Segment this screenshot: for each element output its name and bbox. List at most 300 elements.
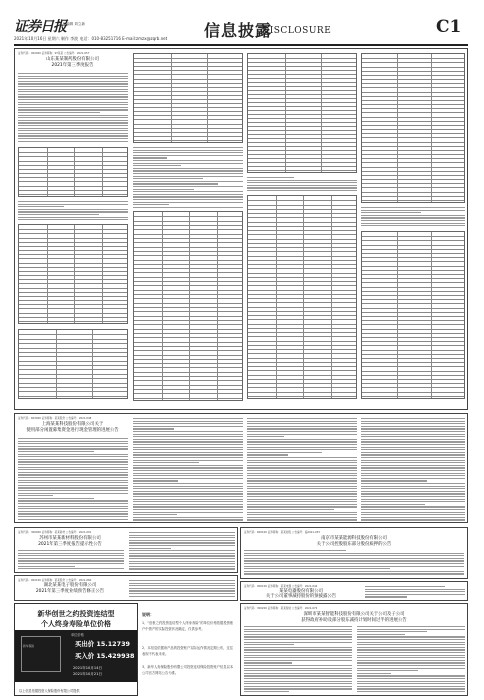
text-line — [133, 163, 243, 164]
text-line — [18, 472, 128, 473]
text-line — [361, 431, 465, 432]
text-line — [361, 488, 465, 489]
table-column-rule — [397, 232, 398, 398]
text-line — [18, 495, 53, 496]
table-row-rule — [248, 315, 356, 316]
text-line — [133, 491, 243, 492]
table-column-rule — [74, 225, 75, 323]
text-line — [244, 555, 464, 556]
text-line — [247, 436, 284, 437]
table-row-rule — [248, 70, 356, 71]
table-row-rule — [134, 380, 242, 381]
text-line — [18, 94, 128, 95]
table-row-rule — [248, 260, 356, 261]
text-line — [247, 493, 357, 494]
table-row-rule — [248, 290, 356, 291]
table-row-rule — [134, 115, 242, 116]
text-line — [133, 421, 243, 422]
text-line — [133, 501, 243, 502]
text-line — [133, 447, 243, 448]
text-line — [133, 157, 167, 158]
table-column-rule — [207, 54, 208, 142]
text-line — [244, 675, 352, 676]
text-line — [361, 215, 465, 216]
text-line — [361, 454, 465, 455]
text-line — [18, 204, 128, 205]
text-line — [244, 631, 352, 632]
text-line — [18, 503, 128, 504]
text-line — [133, 183, 218, 184]
ad-title: 新华创世之约投资连结型 — [37, 610, 115, 618]
table-row-rule — [134, 229, 242, 230]
table-row-rule — [362, 383, 464, 384]
text-line — [247, 460, 357, 461]
table-row-rule — [248, 58, 356, 59]
text-line — [247, 512, 357, 513]
table-row-rule — [134, 329, 242, 330]
table-row-rule — [248, 307, 356, 308]
table-row-rule — [248, 62, 356, 63]
text-line — [129, 588, 235, 589]
table-row-rule — [19, 343, 127, 344]
data-table — [18, 147, 128, 197]
table-row-rule — [134, 136, 242, 137]
text-line — [133, 191, 243, 192]
table-row-rule — [362, 121, 464, 122]
text-line — [244, 649, 352, 650]
text-line — [361, 509, 465, 510]
table-row-rule — [362, 104, 464, 105]
text-line — [18, 125, 128, 126]
text-line — [18, 209, 128, 210]
table-row-rule — [248, 98, 356, 99]
table-row-rule — [248, 66, 356, 67]
text-line — [129, 545, 235, 546]
table-row-rule — [248, 285, 356, 286]
sell-price-value: 15.429938 — [96, 652, 135, 660]
table-column-rule — [285, 54, 286, 172]
text-line — [133, 454, 243, 455]
text-line — [129, 585, 235, 586]
text-line — [247, 496, 357, 497]
notice-block — [14, 575, 238, 601]
text-line — [244, 668, 352, 669]
text-line — [361, 212, 421, 213]
ad-footer-text: 以上信息依据投资人保险股份有限公司提供 — [19, 689, 80, 693]
table-row-rule — [248, 90, 356, 91]
masthead-rule — [14, 44, 468, 46]
text-line — [18, 498, 94, 499]
table-row-rule — [19, 348, 127, 349]
notice-header: 证券代码：600100 证券简称：某某控股 公告编号：临2021-033 — [244, 531, 320, 534]
table-row-rule — [362, 270, 464, 271]
text-line — [361, 501, 465, 502]
text-line — [361, 517, 465, 518]
notice-title: 上海某某科技股份有限公司关于 — [41, 422, 104, 427]
text-line — [133, 504, 243, 505]
text-line — [133, 488, 243, 489]
text-line — [18, 446, 128, 447]
table-column-rule — [74, 148, 75, 196]
text-line — [133, 150, 243, 151]
table-row-rule — [362, 158, 464, 159]
table-row-rule — [248, 302, 356, 303]
text-line — [133, 449, 243, 450]
text-line — [247, 478, 357, 479]
table-row-rule — [134, 346, 242, 347]
table-row-rule — [134, 216, 242, 217]
text-line — [133, 207, 243, 208]
text-line — [129, 563, 235, 564]
table-row-rule — [134, 234, 242, 235]
text-line — [361, 423, 465, 424]
text-line — [133, 493, 243, 494]
table-row-rule — [248, 146, 356, 147]
table-row-rule — [362, 329, 464, 330]
table-column-rule — [431, 232, 432, 398]
table-row-rule — [248, 336, 356, 337]
text-line — [18, 511, 128, 512]
text-line — [244, 639, 352, 640]
text-line — [133, 202, 243, 203]
text-line — [18, 73, 128, 74]
text-line — [247, 418, 357, 419]
text-line — [18, 117, 128, 118]
text-line — [247, 501, 357, 502]
text-line — [133, 506, 243, 507]
notice-subtitle: 2021年第三季度报告提示性公告 — [38, 542, 102, 547]
table-row-rule — [248, 94, 356, 95]
table-row-rule — [362, 249, 464, 250]
text-line — [18, 102, 128, 103]
table-row-rule — [134, 303, 242, 304]
table-row-rule — [362, 200, 464, 201]
table-row-rule — [248, 166, 356, 167]
notice-block — [240, 603, 468, 696]
text-line — [129, 542, 235, 543]
text-line — [357, 665, 465, 666]
text-line — [247, 190, 357, 191]
text-line — [244, 683, 352, 684]
table-row-rule — [19, 242, 127, 243]
table-row-rule — [362, 379, 464, 380]
table-row-rule — [134, 260, 242, 261]
table-row-rule — [19, 254, 127, 255]
text-line — [357, 655, 465, 656]
table-row-rule — [134, 268, 242, 269]
table-row-rule — [19, 296, 127, 297]
text-line — [18, 500, 128, 501]
table-row-rule — [19, 152, 127, 153]
text-line — [18, 91, 128, 92]
table-column-rule — [331, 196, 332, 398]
notice-subtitle: 2021年第三季度业绩预告修正公告 — [35, 589, 105, 594]
text-line — [18, 135, 128, 136]
text-line — [133, 418, 243, 419]
text-line — [247, 517, 357, 518]
text-line — [361, 457, 465, 458]
table-row-rule — [248, 341, 356, 342]
table-row-rule — [134, 119, 242, 120]
table-row-rule — [248, 134, 356, 135]
table-row-rule — [134, 337, 242, 338]
text-line — [18, 566, 75, 567]
table-row-rule — [134, 255, 242, 256]
notice-block — [14, 48, 468, 410]
text-line — [357, 629, 465, 630]
ad-explanation-paragraph: 3、新华人寿保险股份有限公司投资连结保险投资账户信息以本公司官方网站公告为准。 — [142, 665, 234, 675]
table-row-rule — [19, 292, 127, 293]
text-line — [357, 688, 465, 689]
text-line — [357, 657, 465, 658]
text-line — [133, 467, 243, 468]
text-line — [247, 470, 357, 471]
table-row-rule — [248, 230, 356, 231]
table-row-rule — [248, 200, 356, 201]
text-line — [133, 426, 243, 427]
text-line — [361, 447, 465, 448]
table-row-rule — [134, 372, 242, 373]
table-row-rule — [362, 167, 464, 168]
table-row-rule — [19, 317, 127, 318]
text-line — [18, 553, 124, 554]
newspaper-logo: 证券日报 — [14, 19, 66, 35]
text-line — [247, 467, 357, 468]
table-row-rule — [134, 107, 242, 108]
table-row-rule — [134, 99, 242, 100]
table-row-rule — [134, 367, 242, 368]
table-row-rule — [134, 363, 242, 364]
text-line — [244, 688, 352, 689]
table-row-rule — [134, 294, 242, 295]
text-line — [18, 120, 128, 121]
text-line — [361, 439, 465, 440]
text-line — [244, 568, 390, 569]
table-row-rule — [248, 311, 356, 312]
table-row-rule — [248, 264, 356, 265]
text-line — [361, 225, 465, 226]
table-row-rule — [134, 83, 242, 84]
text-line — [244, 681, 352, 682]
table-row-rule — [362, 108, 464, 109]
table-row-rule — [362, 371, 464, 372]
table-row-rule — [248, 122, 356, 123]
text-line — [18, 454, 128, 455]
table-row-rule — [19, 352, 127, 353]
text-line — [361, 460, 465, 461]
table-row-rule — [134, 298, 242, 299]
text-line — [133, 194, 243, 195]
notice-subtitle: 使用部分闲置募集资金进行现金管理的进展公告 — [26, 428, 119, 433]
text-line — [365, 589, 465, 590]
text-line — [133, 478, 243, 479]
text-line — [18, 516, 128, 517]
table-row-rule — [362, 274, 464, 275]
table-row-rule — [19, 321, 127, 322]
text-line — [129, 537, 235, 538]
table-row-rule — [248, 379, 356, 380]
table-row-rule — [19, 356, 127, 357]
table-column-rule — [92, 330, 93, 398]
text-line — [361, 465, 465, 466]
table-row-rule — [362, 83, 464, 84]
text-line — [129, 590, 235, 591]
text-line — [244, 662, 292, 663]
notice-title: 某某电器股份有限公司 — [279, 589, 323, 594]
table-row-rule — [362, 287, 464, 288]
notice-subtitle: 关于公司董事减持股份的预披露公告 — [265, 594, 337, 599]
text-line — [18, 482, 128, 483]
table-row-rule — [248, 102, 356, 103]
text-line — [244, 563, 464, 564]
text-line — [18, 456, 128, 457]
text-line — [18, 219, 128, 220]
text-line — [133, 519, 243, 520]
text-line — [18, 563, 124, 564]
notice-subtitle: 2021年第三季度报告 — [51, 63, 94, 68]
table-row-rule — [248, 383, 356, 384]
text-line — [247, 426, 357, 427]
text-line — [361, 441, 465, 442]
notice-title: 山东某某制药股份有限公司 — [46, 57, 99, 62]
text-line — [133, 483, 243, 484]
table-row-rule — [362, 257, 464, 258]
text-line — [18, 490, 128, 491]
table-row-rule — [362, 303, 464, 304]
table-row-rule — [19, 233, 127, 234]
text-line — [361, 496, 465, 497]
text-line — [133, 170, 243, 171]
table-row-rule — [362, 171, 464, 172]
text-line — [361, 506, 465, 507]
text-line — [357, 631, 427, 632]
table-column-rule — [189, 212, 190, 400]
text-line — [361, 493, 465, 494]
table-column-rule — [47, 225, 48, 323]
table-row-rule — [19, 300, 127, 301]
notice-title: 湖北某某电子股份有限公司 — [43, 583, 97, 588]
table-row-rule — [362, 341, 464, 342]
publication-date: 2021年10月21日 — [73, 672, 103, 676]
text-line — [357, 681, 465, 682]
text-line — [244, 686, 352, 687]
text-line — [133, 499, 243, 500]
text-line — [133, 152, 243, 153]
notice-block — [14, 413, 468, 523]
table-row-rule — [19, 156, 127, 157]
table-row-rule — [19, 246, 127, 247]
table-row-rule — [248, 213, 356, 214]
text-line — [18, 130, 128, 131]
table-row-rule — [134, 58, 242, 59]
ad-explanation — [140, 603, 238, 696]
table-row-rule — [248, 114, 356, 115]
table-row-rule — [134, 70, 242, 71]
table-row-rule — [362, 183, 464, 184]
text-line — [244, 660, 352, 661]
table-row-rule — [19, 263, 127, 264]
data-table — [18, 329, 128, 399]
table-row-rule — [362, 240, 464, 241]
text-line — [247, 473, 357, 474]
text-line — [18, 438, 128, 439]
text-line — [18, 493, 128, 494]
table-row-rule — [248, 142, 356, 143]
table-row-rule — [248, 222, 356, 223]
table-row-rule — [19, 275, 127, 276]
text-line — [133, 165, 181, 166]
ad-footer — [15, 686, 137, 696]
text-line — [129, 548, 171, 549]
table-row-rule — [134, 333, 242, 334]
text-line — [247, 431, 357, 432]
text-line — [18, 448, 128, 449]
table-row-rule — [362, 282, 464, 283]
table-row-rule — [362, 71, 464, 72]
table-row-rule — [248, 110, 356, 111]
text-line — [247, 514, 357, 515]
insurance-unit-price-ad — [14, 603, 138, 696]
text-line — [133, 181, 243, 182]
text-line — [361, 217, 465, 218]
text-line — [133, 480, 178, 481]
text-line — [129, 593, 235, 594]
table-row-rule — [248, 358, 356, 359]
table-row-rule — [362, 316, 464, 317]
text-line — [361, 426, 465, 427]
text-line — [247, 499, 357, 500]
table-row-rule — [362, 236, 464, 237]
table-row-rule — [362, 150, 464, 151]
table-row-rule — [134, 385, 242, 386]
text-line — [361, 480, 427, 481]
text-line — [133, 147, 243, 148]
table-row-rule — [362, 87, 464, 88]
text-line — [18, 211, 128, 212]
text-line — [133, 173, 243, 174]
table-row-rule — [362, 320, 464, 321]
text-line — [361, 220, 465, 221]
table-row-rule — [134, 79, 242, 80]
text-line — [244, 626, 352, 627]
table-row-rule — [19, 383, 127, 384]
table-row-rule — [134, 307, 242, 308]
table-row-rule — [362, 146, 464, 147]
text-line — [357, 660, 465, 661]
table-row-rule — [134, 324, 242, 325]
table-row-rule — [134, 242, 242, 243]
text-line — [18, 513, 128, 514]
table-row-rule — [248, 345, 356, 346]
text-line — [244, 655, 352, 656]
table-row-rule — [248, 226, 356, 227]
notice-subtitle: 关于公司控股股东部分股份质押的公告 — [316, 542, 392, 547]
table-row-rule — [362, 162, 464, 163]
table-row-rule — [248, 387, 356, 388]
table-row-rule — [134, 272, 242, 273]
issue-date-line: 2021年10月16日 星期六 制作 李波 电话：010-83251716 E-mail:zmzx@zqrb.net — [14, 36, 168, 41]
text-line — [18, 550, 124, 551]
text-line — [247, 475, 357, 476]
table-column-rule — [102, 148, 103, 196]
text-line — [18, 459, 128, 460]
table-row-rule — [134, 103, 242, 104]
table-row-rule — [19, 279, 127, 280]
text-line — [244, 553, 464, 554]
table-row-rule — [134, 359, 242, 360]
table-row-rule — [134, 277, 242, 278]
table-row-rule — [134, 74, 242, 75]
